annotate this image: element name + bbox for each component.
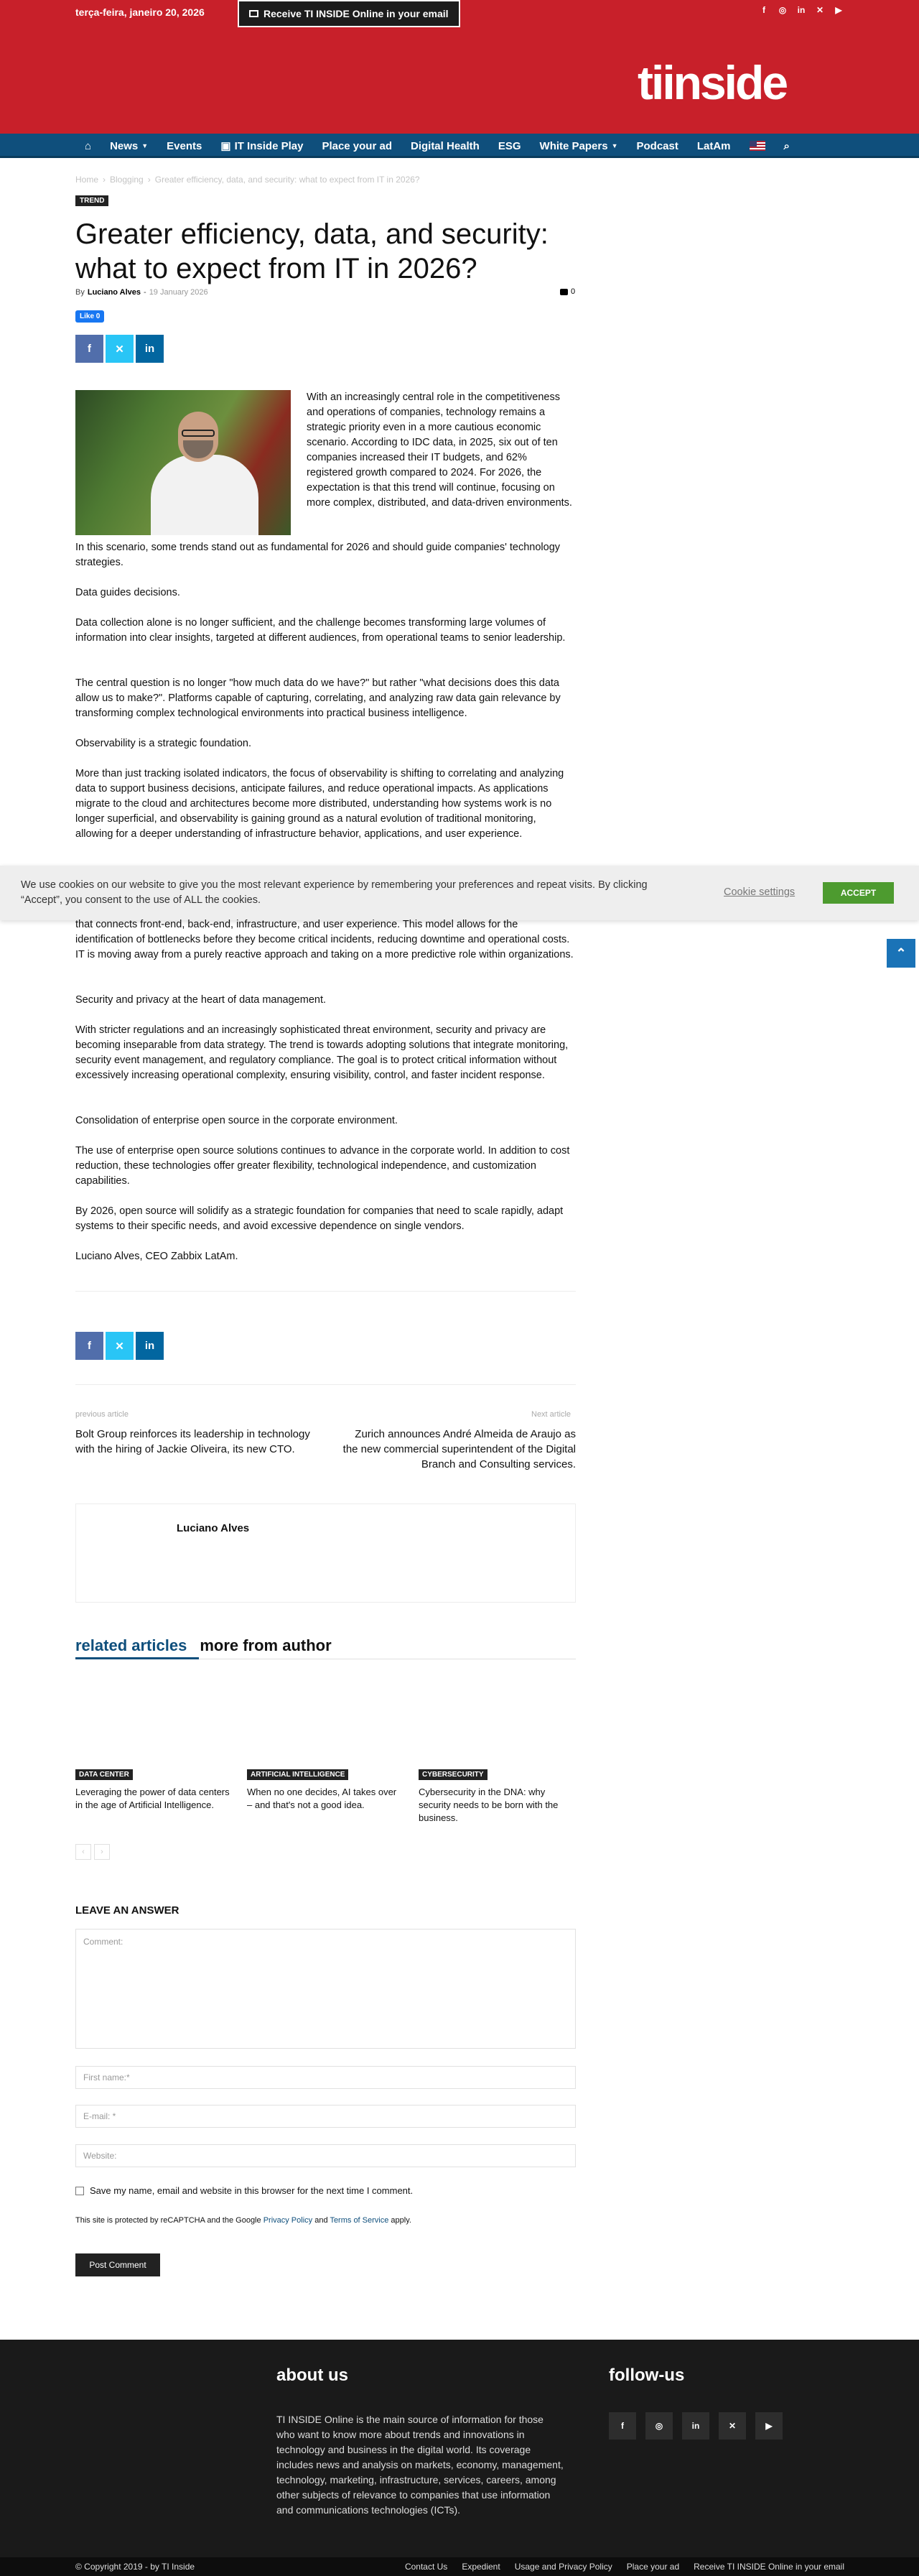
card-title[interactable]: When no one decides, AI takes over – and that's not a good idea.	[247, 1787, 397, 1810]
article-signature: Luciano Alves, CEO Zabbix LatAm.	[75, 1251, 238, 1262]
article-intro: With an increasingly central role in the competitiveness and operations of companies, technology remains a strategic priority even in a more cautious economic scenario. According to IDC data, in 2025, six out of ten companies increased their IT budgets, and 62% registered growth compared to 2024. For 2026, the expectation is that this trend will continue, focusing on more complex, distributed, and data-driven environments.	[307, 392, 572, 509]
cookie-accept-button[interactable]: ACCEPT	[823, 882, 894, 904]
related-card[interactable]	[419, 1767, 575, 1825]
article-subheading: Data guides decisions.	[75, 587, 180, 598]
email-input[interactable]: E-mail: *	[75, 2105, 576, 2128]
scroll-to-top-icon[interactable]: ⌃	[887, 939, 915, 968]
related-tabs	[75, 1636, 332, 1655]
facebook-like-button[interactable]: Like 0	[75, 310, 104, 323]
search-icon[interactable]: ⌕	[783, 139, 790, 152]
nav-place-ad[interactable]: Place your ad	[322, 139, 392, 152]
pager-prev-icon[interactable]: ‹	[75, 1844, 91, 1860]
share-buttons-top	[75, 335, 164, 363]
card-title[interactable]: Leveraging the power of data centers in the age of Artificial Intelligence.	[75, 1787, 230, 1810]
related-card[interactable]	[75, 1767, 232, 1812]
comment-count[interactable]	[560, 287, 575, 296]
footer-link-privacy[interactable]: Usage and Privacy Policy	[514, 2562, 612, 2572]
previous-article-link[interactable]: Bolt Group reinforces its leadership in technology with the hiring of Jackie Oliveira, its new CTO.	[75, 1428, 310, 1455]
previous-article-label: previous article	[75, 1410, 129, 1419]
breadcrumb-separator: ›	[103, 175, 106, 185]
footer-link-expedient[interactable]: Expedient	[462, 2562, 500, 2572]
facebook-share-icon[interactable]: f	[75, 335, 103, 363]
header-social-links	[759, 5, 844, 15]
post-comment-button[interactable]: Post Comment	[75, 2253, 160, 2276]
chevron-down-icon: ▼	[611, 142, 618, 149]
share-buttons-bottom	[75, 1332, 164, 1360]
author-box	[75, 1504, 576, 1603]
footer-social-links	[609, 2412, 783, 2440]
nav-events[interactable]: Events	[167, 139, 202, 152]
chevron-down-icon: ▼	[141, 142, 149, 149]
cookie-text: We use cookies on our website to give you the most relevant experience by remembering your preferences and repeat visits. By clicking “Accept”, you consent to the use of ALL the cookies.	[21, 879, 648, 906]
nav-digital-health[interactable]: Digital Health	[410, 139, 480, 152]
breadcrumb-separator: ›	[147, 175, 151, 185]
card-category[interactable]: DATA CENTER	[75, 1769, 133, 1780]
breadcrumb	[75, 175, 420, 185]
article-paragraph: With stricter regulations and an increasingly sophisticated threat environment, security and privacy are becoming inseparable from data strategy. The trend is towards adopting solutions that integrate monitoring, security event management, and regulatory compliance. The goal is to protect critical information without excessively increasing operational complexity, ensuring visibility, control, and faster incident response.	[75, 1024, 569, 1081]
article-subheading: Observability is a strategic foundation.	[75, 738, 252, 749]
breadcrumb-section[interactable]: Blogging	[110, 175, 144, 185]
article-paragraph: that connects front-end, back-end, infrastructure, and user experience. This model allows for the identification of bottlenecks before they become critical incidents, reducing downtime and operational costs. IT is moving away from a purely reactive approach and taking on a more predictive role within organizations.	[75, 919, 574, 960]
save-info-checkbox[interactable]	[75, 2187, 84, 2195]
nav-white-papers[interactable]: White Papers ▼	[539, 139, 618, 152]
byline-dash: -	[144, 288, 146, 297]
x-share-icon[interactable]: ✕	[106, 335, 134, 363]
breadcrumb-home[interactable]: Home	[75, 175, 99, 185]
x-icon[interactable]: ✕	[816, 5, 824, 15]
article-paragraph: Data collection alone is no longer sufficient, and the challenge becomes transforming large volumes of information into clear insights, targeted at different audiences, from operational teams to senior leadership.	[75, 617, 566, 644]
nav-esg[interactable]: ESG	[498, 139, 521, 152]
author-photo	[75, 390, 291, 535]
pager-next-icon[interactable]: ›	[94, 1844, 110, 1860]
byline-by: By	[75, 288, 85, 297]
card-category[interactable]: ARTIFICIAL INTELLIGENCE	[247, 1769, 348, 1780]
facebook-share-icon[interactable]: f	[75, 1332, 103, 1360]
privacy-policy-link[interactable]: Privacy Policy	[263, 2216, 313, 2225]
byline	[75, 288, 208, 297]
active-tab-indicator	[75, 1657, 199, 1659]
current-date: terça-feira, janeiro 20, 2026	[75, 6, 205, 18]
article-subheading: Security and privacy at the heart of data management.	[75, 994, 327, 1006]
comment-form-heading: LEAVE AN ANSWER	[75, 1904, 179, 1917]
linkedin-share-icon[interactable]: in	[136, 335, 164, 363]
footer-about-text: TI INSIDE Online is the main source of information for those who want to know more about trends and innovations in technology and business in the digital world. Its coverage includes news and analysis on markets, economy, management, technology, marketing, infrastructure, services, careers, among other subjects of relevance to companies that use information and communications technologies (ICTs).	[276, 2414, 564, 2516]
footer-about-heading: about us	[276, 2366, 348, 2385]
article-paragraph: More than just tracking isolated indicators, the focus of observability is shifting to correlating and analyzing data to support business decisions, anticipate failures, and reduce operational impacts. As applications migrate to the cloud and architectures become more distributed, understanding how systems work is no longer superficial, and observability is gaining ground as a natural evolution of traditional monitoring, allowing for a deeper understanding of infrastructure behavior, applications, and user experience.	[75, 768, 564, 840]
nav-latam[interactable]: LatAm	[696, 139, 731, 152]
article-paragraph: The central question is no longer "how much data do we have?" but rather "what decisions does this data allow us to make?". Platforms capable of capturing, correlating, and analyzing raw data gain relevance by transforming complex technological environments into practical business intelligence.	[75, 677, 561, 719]
linkedin-icon[interactable]: in	[797, 5, 806, 15]
nav-podcast[interactable]: Podcast	[636, 139, 678, 152]
divider	[75, 1384, 576, 1385]
play-icon: ▣	[220, 140, 231, 152]
article-paragraph: By 2026, open source will solidify as a strategic foundation for companies that need to scale rapidly, adapt systems to their specific needs, and avoid excessive dependence on single vendors.	[75, 1205, 564, 1232]
x-share-icon[interactable]: ✕	[106, 1332, 134, 1360]
save-info-row	[75, 2185, 413, 2196]
comment-textarea[interactable]: Comment:	[75, 1929, 576, 2049]
home-icon[interactable]: ⌂	[85, 139, 92, 152]
next-article-link[interactable]: Zurich announces André Almeida de Araujo as the new commercial superintendent of the Digital Branch and Consulting services.	[342, 1428, 576, 1470]
main-nav	[0, 134, 919, 158]
article-paragraph: In this scenario, some trends stand out as fundamental for 2026 and should guide companies' technology strategies.	[75, 542, 561, 568]
facebook-icon[interactable]: f	[762, 5, 765, 15]
newsletter-button[interactable]	[238, 0, 460, 27]
related-card[interactable]	[247, 1767, 403, 1812]
footer-link-newsletter[interactable]: Receive TI INSIDE Online in your email	[694, 2562, 844, 2572]
nav-news[interactable]: News ▼	[110, 139, 149, 152]
cookie-settings-link[interactable]: Cookie settings	[724, 886, 796, 898]
language-flag-icon[interactable]	[740, 134, 775, 158]
sub-footer	[0, 2557, 919, 2576]
instagram-icon[interactable]: ◎	[778, 5, 787, 15]
next-article-label: Next article	[531, 1410, 572, 1419]
author-link[interactable]: Luciano Alves	[87, 288, 141, 297]
x-icon[interactable]: ✕	[719, 2412, 746, 2440]
comment-count-value: 0	[571, 287, 576, 296]
card-category[interactable]: CYBERSECURITY	[419, 1769, 488, 1780]
envelope-icon	[249, 10, 258, 17]
author-box-name[interactable]: Luciano Alves	[177, 1522, 250, 1534]
first-name-input[interactable]: First name:*	[75, 2066, 576, 2089]
linkedin-share-icon[interactable]: in	[136, 1332, 164, 1360]
recaptcha-notice: This site is protected by reCAPTCHA and the Google Privacy Policy and Terms of Service apply.	[75, 2216, 411, 2225]
instagram-icon[interactable]: ◎	[645, 2412, 673, 2440]
terms-link[interactable]: Terms of Service	[330, 2216, 389, 2225]
article-subheading: Consolidation of enterprise open source in the corporate environment.	[75, 1115, 398, 1126]
footer	[0, 2340, 919, 2557]
nav-it-inside-play[interactable]: ▣ IT Inside Play	[220, 139, 304, 152]
website-input[interactable]: Website:	[75, 2144, 576, 2167]
copyright: © Copyright 2019 - by TI Inside	[75, 2562, 195, 2572]
comment-icon	[560, 289, 568, 295]
category-badge[interactable]: TREND	[75, 195, 108, 206]
footer-link-place-ad[interactable]: Place your ad	[626, 2562, 680, 2572]
breadcrumb-current: Greater efficiency, data, and security: what to expect from IT in 2026?	[154, 175, 420, 185]
save-info-label: Save my name, email and website in this browser for the next time I comment.	[90, 2185, 414, 2196]
related-pager	[75, 1844, 110, 1860]
tab-related-articles[interactable]: related articles	[75, 1636, 187, 1654]
article-paragraph: The use of enterprise open source solutions continues to advance in the corporate world. In addition to cost reduction, these technologies offer greater flexibility, technological independence, and customization capabilities.	[75, 1145, 570, 1187]
card-title[interactable]: Cybersecurity in the DNA: why security needs to be born with the business.	[419, 1787, 559, 1823]
footer-follow-heading: follow-us	[609, 2366, 685, 2385]
linkedin-icon[interactable]: in	[682, 2412, 709, 2440]
publish-date: 19 January 2026	[149, 288, 208, 297]
svg-text:tiinside: tiinside	[638, 56, 787, 109]
divider	[75, 1291, 576, 1292]
youtube-icon[interactable]: ▶	[755, 2412, 783, 2440]
cookie-banner	[0, 866, 919, 920]
header-band	[0, 0, 919, 134]
facebook-icon[interactable]: f	[609, 2412, 636, 2440]
newsletter-button-label: Receive TI INSIDE Online in your email	[263, 8, 449, 19]
youtube-icon[interactable]: ▶	[835, 5, 842, 15]
site-logo[interactable]	[630, 55, 817, 109]
article-title: Greater efficiency, data, and security: what to expect from IT in 2026?	[75, 218, 549, 284]
tab-more-from-author[interactable]: more from author	[200, 1636, 332, 1654]
footer-links	[405, 2562, 844, 2572]
footer-link-contact[interactable]: Contact Us	[404, 2562, 448, 2572]
